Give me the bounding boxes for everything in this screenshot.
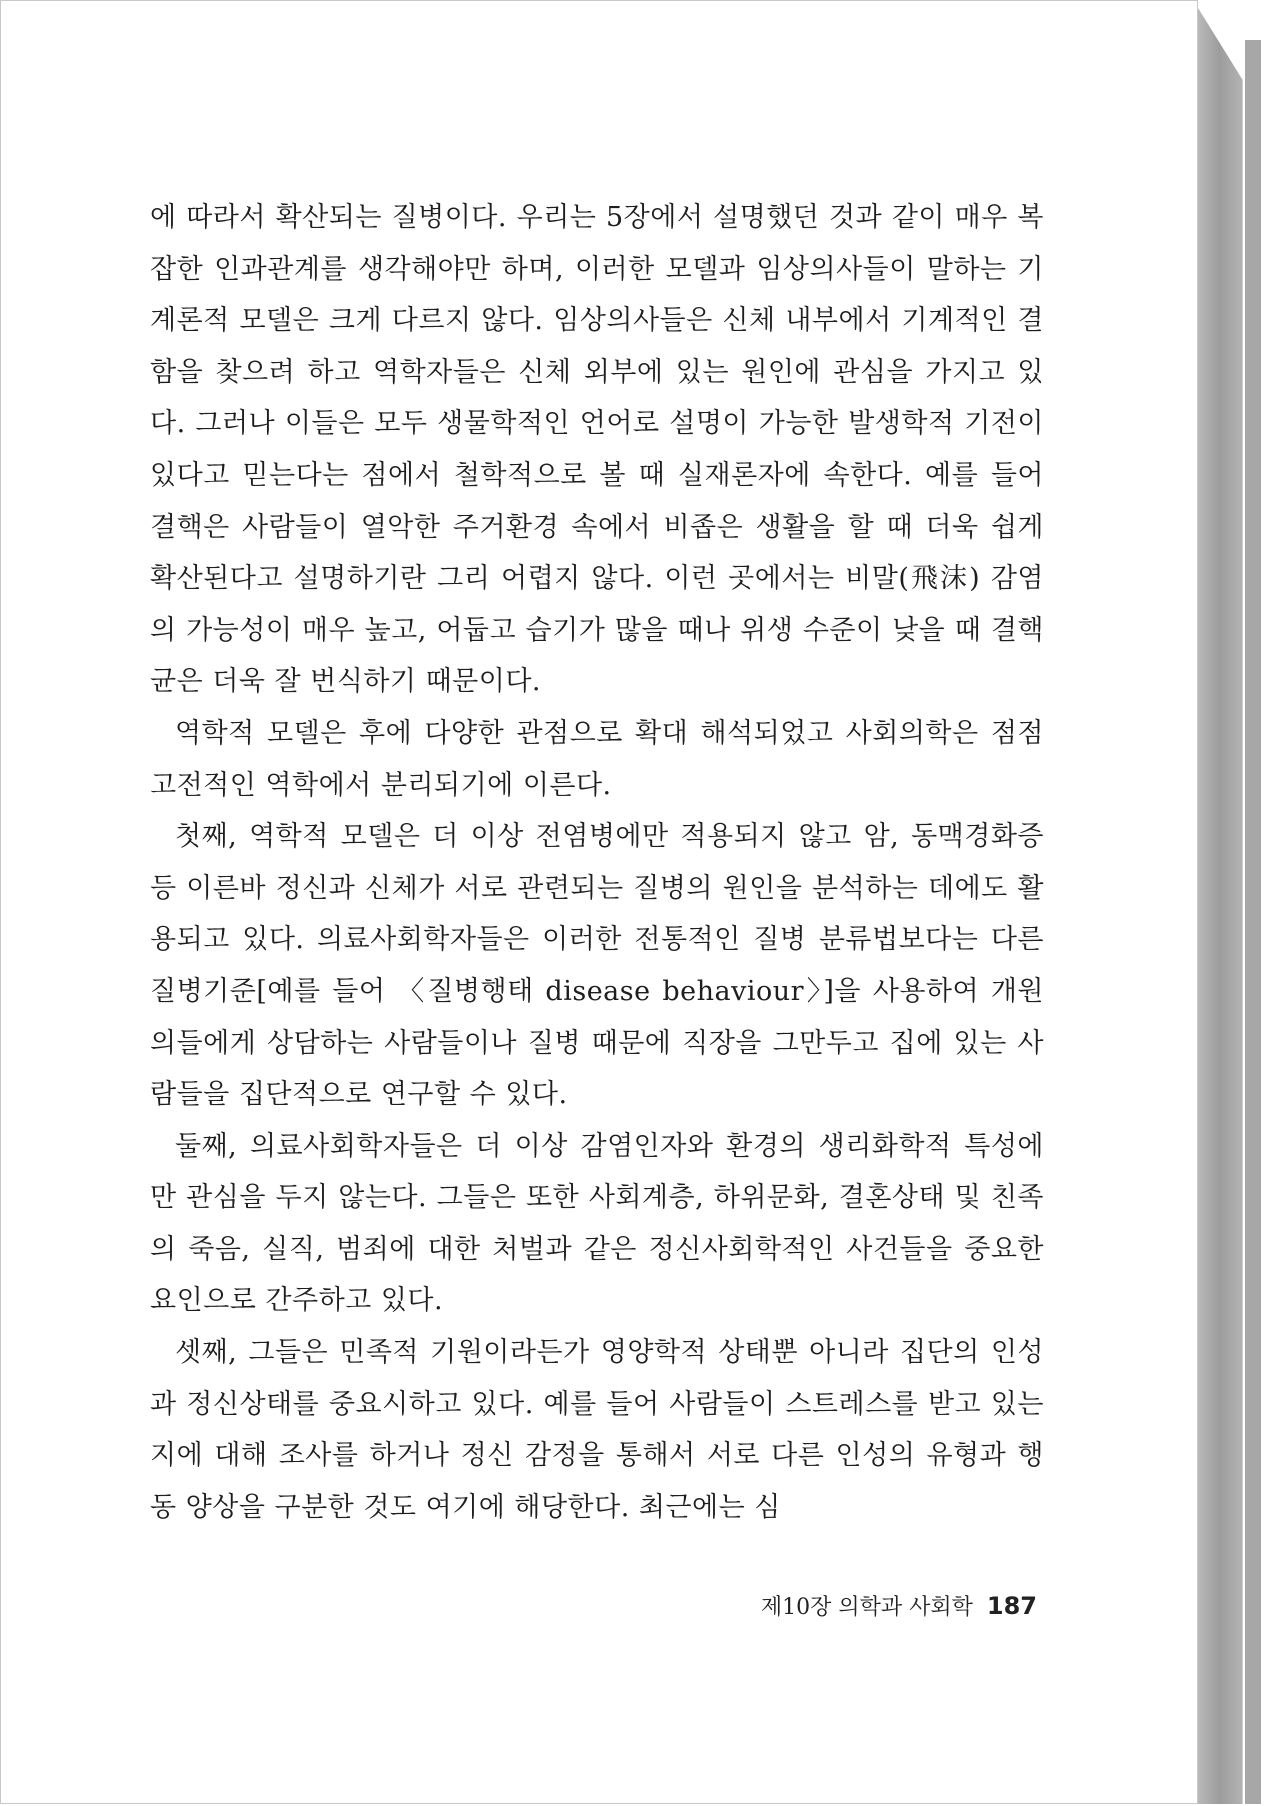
body-text	[150, 192, 1044, 1533]
paragraph: 첫째, 역학적 모델은 더 이상 전염병에만 적용되지 않고 암, 동맥경화증 등 이른바 정신과 신체가 서로 관련되는 질병의 원인을 분석하는 데에도 활용되고 있다. 의료사회학자들은 이러한 전통적인 질병 분류법보다는 다른 질병기준[예를 들어 〈질병행태 disease behaviour〉]을 사용하여 개원의들에게 상담하는 사람들이나 질병 때문에 직장을 그만두고 집에 있는 사람들을 집단적으로 연구할 수 있다.	[150, 821, 1044, 1111]
paragraph: 셋째, 그들은 민족적 기원이라든가 영양학적 상태뿐 아니라 집단의 인성과 정신상태를 중요시하고 있다. 예를 들어 사람들이 스트레스를 받고 있는지에 대해 조사를 하거나 정신 감정을 통해서 서로 다른 인성의 유형과 행동 양상을 구분한 것도 여기에 해당한다. 최근에는 심	[150, 1337, 1044, 1523]
page-number: 187	[986, 1592, 1037, 1620]
paragraph: 에 따라서 확산되는 질병이다. 우리는 5장에서 설명했던 것과 같이 매우 복잡한 인과관계를 생각해야만 하며, 이러한 모델과 임상의사들이 말하는 기계론적 모델은 크게 다르지 않다. 임상의사들은 신체 내부에서 기계적인 결함을 찾으려 하고 역학자들은 신체 외부에 있는 원인에 관심을 가지고 있다. 그러나 이들은 모두 생물학적인 언어로 설명이 가능한 발생학적 기전이 있다고 믿는다는 점에서 철학적으로 볼 때 실재론자에 속한다. 예를 들어 결핵은 사람들이 열악한 주거환경 속에서 비좁은 생활을 할 때 더욱 쉽게 확산된다고 설명하기란 그리 어렵지 않다. 이런 곳에서는 비말(飛沫) 감염의 가능성이 매우 높고, 어둡고 습기가 많을 때나 위생 수준이 낮을 때 결핵균은 더욱 잘 번식하기 때문이다.	[150, 202, 1044, 698]
chapter-title: 제10장 의학과 사회학	[760, 1595, 973, 1620]
paragraph: 역학적 모델은 후에 다양한 관점으로 확대 해석되었고 사회의학은 점점 고전적인 역학에서 분리되기에 이른다.	[150, 717, 1044, 801]
page-footer	[761, 1590, 1037, 1621]
paragraph: 둘째, 의료사회학자들은 더 이상 감염인자와 환경의 생리화학적 특성에만 관심을 두지 않는다. 그들은 또한 사회계층, 하위문화, 결혼상태 및 친족의 죽음, 실직, 범죄에 대한 처벌과 같은 정신사회학적인 사건들을 중요한 요인으로 간주하고 있다.	[150, 1130, 1044, 1317]
page-edge-shadow	[1245, 40, 1261, 1804]
